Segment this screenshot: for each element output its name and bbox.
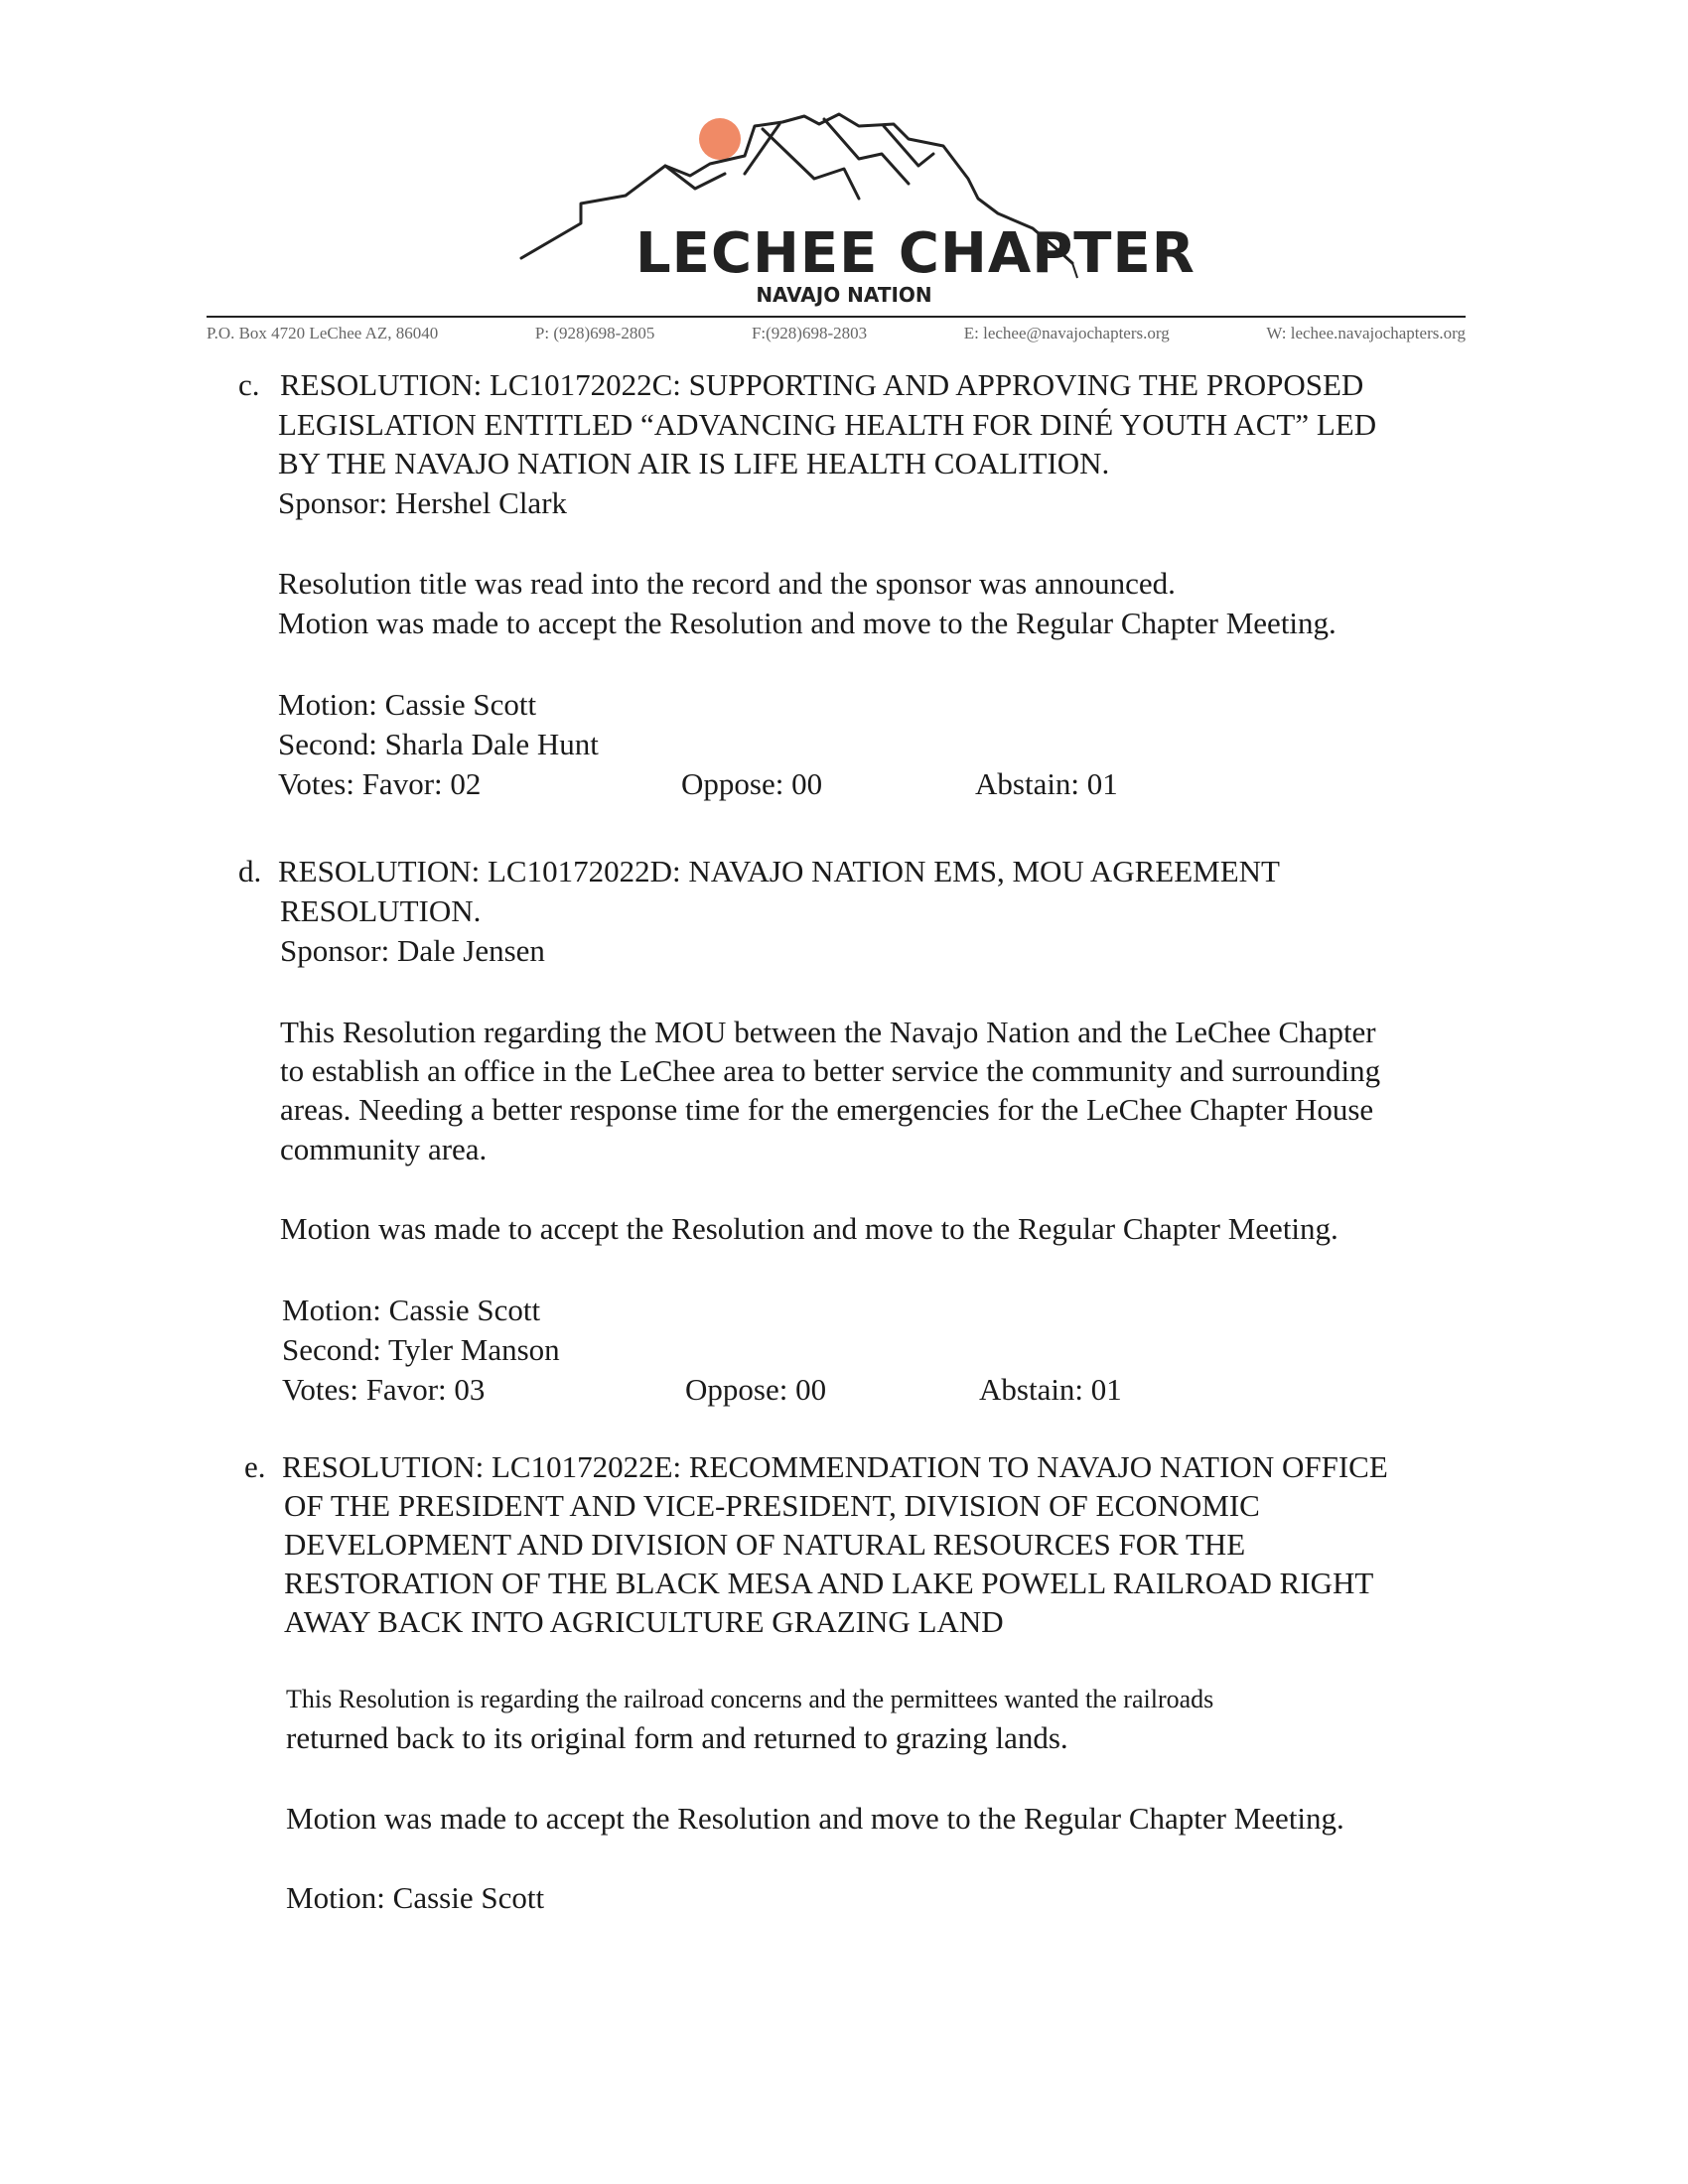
item-e-heading-line-2: OF THE PRESIDENT AND VICE-PRESIDENT, DIVISION OF ECONOMIC: [284, 1488, 1260, 1523]
contact-email: E: lechee@navajochapters.org: [963, 324, 1170, 342]
item-c-heading-line-2: LEGISLATION ENTITLED “ADVANCING HEALTH FOR DINÉ YOUTH ACT” LED: [278, 407, 1377, 442]
item-e-heading-line-1: RESOLUTION: LC10172022E: RECOMMENDATION TO NAVAJO NATION OFFICE: [282, 1449, 1388, 1484]
nation-name: NAVAJO NATION: [756, 283, 932, 307]
item-d-heading-line-2: RESOLUTION.: [280, 893, 482, 928]
item-d-body-motion-line: Motion was made to accept the Resolution and move to the Regular Chapter Meeting.: [280, 1211, 1338, 1246]
item-d-body-line-4: community area.: [280, 1132, 488, 1166]
contact-address: P.O. Box 4720 LeChee AZ, 86040: [207, 324, 439, 342]
item-e-heading-line-3: DEVELOPMENT AND DIVISION OF NATURAL RESOURCES FOR THE: [284, 1527, 1246, 1562]
chapter-name: LECHEE CHAPTER: [635, 221, 1196, 286]
item-d-body-line-1: This Resolution regarding the MOU between the Navajo Nation and the LeChee Chapter: [280, 1015, 1376, 1049]
item-d-sponsor: Sponsor: Dale Jensen: [280, 933, 545, 968]
contact-website: W: lechee.navajochapters.org: [1266, 324, 1466, 342]
item-d-votes-oppose: Oppose: 00: [685, 1372, 827, 1407]
contact-phone: P: (928)698-2805: [534, 324, 655, 342]
item-d-votes-abstain: Abstain: 01: [979, 1372, 1122, 1407]
item-d-body-line-2: to establish an office in the LeChee area to better service the community and surrounding: [280, 1053, 1381, 1088]
item-d-motion: Motion: Cassie Scott: [282, 1293, 541, 1327]
item-d-votes-favor: Votes: Favor: 03: [282, 1372, 486, 1407]
item-d-body-line-3: areas. Needing a better response time for the emergencies for the LeChee Chapter House: [280, 1092, 1374, 1127]
contact-line: [207, 324, 1466, 347]
item-marker-d: d.: [238, 854, 262, 888]
letterhead-divider: [207, 316, 1466, 318]
item-c-body-line-1: Resolution title was read into the record and the sponsor was announced.: [278, 566, 1176, 601]
item-e-heading-line-4: RESTORATION OF THE BLACK MESA AND LAKE POWELL RAILROAD RIGHT: [284, 1566, 1374, 1600]
item-c-votes-favor: Votes: Favor: 02: [278, 766, 482, 801]
item-d-heading-line-1: RESOLUTION: LC10172022D: NAVAJO NATION EMS, MOU AGREEMENT: [278, 854, 1280, 888]
item-c-heading-line-3: BY THE NAVAJO NATION AIR IS LIFE HEALTH COALITION.: [278, 446, 1110, 480]
item-c-body-line-2: Motion was made to accept the Resolution and move to the Regular Chapter Meeting.: [278, 606, 1336, 640]
contact-fax: F:(928)698-2803: [751, 324, 868, 342]
item-c-motion: Motion: Cassie Scott: [278, 687, 537, 722]
item-c-votes-abstain: Abstain: 01: [975, 766, 1118, 801]
item-e-heading-line-5: AWAY BACK INTO AGRICULTURE GRAZING LAND: [284, 1604, 1004, 1639]
item-c-heading-line-1: RESOLUTION: LC10172022C: SUPPORTING AND APPROVING THE PROPOSED: [280, 367, 1364, 402]
item-marker-e: e.: [244, 1449, 266, 1484]
item-c-second: Second: Sharla Dale Hunt: [278, 727, 599, 761]
item-marker-c: c.: [238, 367, 260, 402]
item-e-body-line-1: This Resolution is regarding the railroad concerns and the permittees wanted the railroads: [286, 1685, 1214, 1713]
item-e-motion: Motion: Cassie Scott: [286, 1880, 545, 1915]
item-c-votes-oppose: Oppose: 00: [681, 766, 823, 801]
chapter-logo: [516, 104, 1196, 313]
item-d-second: Second: Tyler Manson: [282, 1332, 560, 1367]
item-e-body-line-2: returned back to its original form and returned to grazing lands.: [286, 1720, 1068, 1755]
item-e-body-motion-line: Motion was made to accept the Resolution and move to the Regular Chapter Meeting.: [286, 1801, 1344, 1836]
item-c-sponsor: Sponsor: Hershel Clark: [278, 485, 568, 520]
